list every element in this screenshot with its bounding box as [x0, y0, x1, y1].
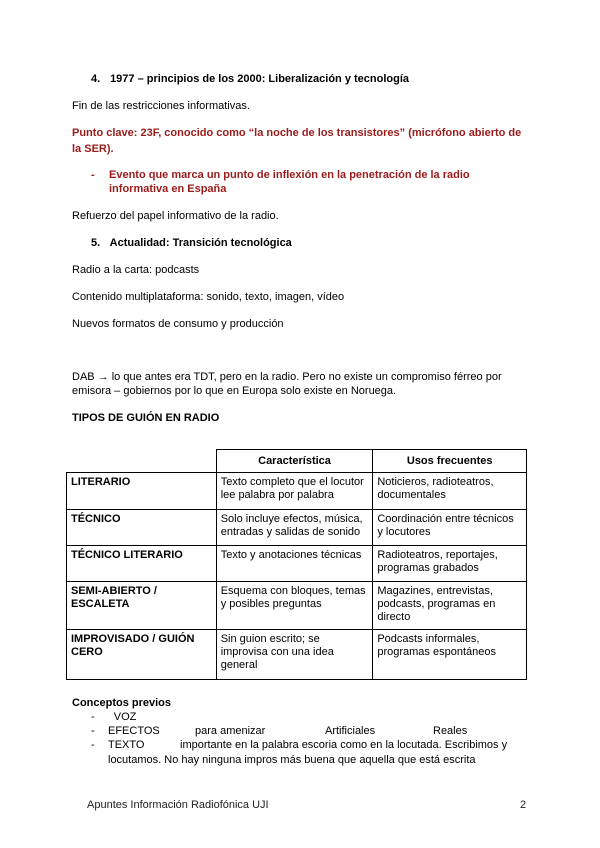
- section-5-number: 5.: [91, 237, 101, 249]
- bullet-evento: [91, 168, 511, 196]
- tipos-guion-heading: TIPOS DE GUIÓN EN RADIO: [72, 412, 220, 424]
- concepto-efectos-col3: Reales: [433, 725, 468, 737]
- concepto-mark: -: [91, 739, 95, 751]
- concepto-efectos-label: EFECTOS: [108, 725, 160, 737]
- section-5-title: Actualidad: Transición tecnológica: [109, 237, 292, 249]
- row-usos: Podcasts informales, programas espontáneos: [373, 630, 527, 680]
- row-tipo: TÉCNICO: [67, 510, 217, 546]
- concepto-efectos-col2: Artificiales: [325, 725, 376, 737]
- concepto-mark: -: [91, 711, 95, 723]
- section-4-title: 1977 – principios de los 2000: Liberalización y tecnología: [110, 73, 410, 85]
- row-tipo: IMPROVISADO / GUIÓN CERO: [67, 630, 217, 680]
- row-caracteristica: Esquema con bloques, temas y posibles preguntas: [216, 582, 373, 630]
- concepto-mark: -: [91, 725, 95, 737]
- line-multiplataforma: Contenido multiplataforma: sonido, texto, imagen, vídeo: [72, 291, 345, 303]
- concepto-efectos-col1: para amenizar: [195, 725, 266, 737]
- table-row: [67, 510, 527, 546]
- table-row: [67, 630, 527, 680]
- row-caracteristica: Texto completo que el locutor lee palabra por palabra: [216, 473, 373, 510]
- bullet-evento-text: Evento que marca un punto de inflexión en la penetración de la radio informativa en España: [109, 169, 470, 195]
- concepto-texto-label: TEXTO: [108, 739, 145, 751]
- row-caracteristica: Solo incluye efectos, música, entradas y salidas de sonido: [216, 510, 373, 546]
- row-tipo: SEMI-ABIERTO / ESCALETA: [67, 582, 217, 630]
- line-radio-carta: Radio a la carta: podcasts: [72, 264, 200, 276]
- row-caracteristica: Sin guion escrito; se improvisa con una idea general: [216, 630, 373, 680]
- bullet-mark: -: [91, 169, 95, 181]
- table-row: [67, 473, 527, 510]
- concepto-voz-label: VOZ: [113, 711, 137, 723]
- concepto-efectos: [91, 724, 521, 738]
- table-row: [67, 582, 527, 630]
- row-tipo: LITERARIO: [67, 473, 217, 510]
- section-5-heading: [91, 236, 511, 250]
- concepto-texto: [91, 738, 523, 768]
- table-row: [67, 546, 527, 582]
- row-usos: Noticieros, radioteatros, documentales: [373, 473, 527, 510]
- paragraph-refuerzo: Refuerzo del papel informativo de la radio.: [72, 210, 279, 222]
- footer-title: Apuntes Información Radiofónica UJI: [87, 799, 269, 811]
- row-usos: Coordinación entre técnicos y locutores: [373, 510, 527, 546]
- row-usos: Magazines, entrevistas, podcasts, programas en directo: [373, 582, 527, 630]
- section-4-heading: [91, 72, 511, 86]
- paragraph-dab: DAB → lo que antes era TDT, pero en la radio. Pero no existe un compromiso férreo por emisora – gobiernos por lo que en Europa solo existe en Noruega.: [72, 371, 502, 397]
- line-nuevos-formatos: Nuevos formatos de consumo y producción: [72, 318, 284, 330]
- table-header-row: [67, 450, 527, 473]
- row-caracteristica: Texto y anotaciones técnicas: [216, 546, 373, 582]
- table-header-empty: [67, 450, 217, 473]
- table-header-usos: Usos frecuentes: [373, 450, 527, 473]
- row-tipo: TÉCNICO LITERARIO: [67, 546, 217, 582]
- guion-types-table: [66, 449, 527, 680]
- row-usos: Radioteatros, reportajes, programas grabados: [373, 546, 527, 582]
- paragraph-fin-restricciones: Fin de las restricciones informativas.: [72, 100, 250, 112]
- conceptos-heading: Conceptos previos: [72, 697, 172, 709]
- section-4-number: 4.: [91, 73, 101, 85]
- table-header-caracteristica: Característica: [216, 450, 373, 473]
- key-point-23f: Punto clave: 23F, conocido como “la noche de los transistores” (micrófono abierto de la SER).: [72, 127, 522, 155]
- concepto-texto-body: importante en la palabra escoria como en la locutada. Escribimos y locutamos. No hay ninguna impros más buena que aquella que está escrita: [108, 739, 508, 766]
- page-number: 2: [520, 799, 527, 811]
- concepto-voz: [91, 710, 511, 724]
